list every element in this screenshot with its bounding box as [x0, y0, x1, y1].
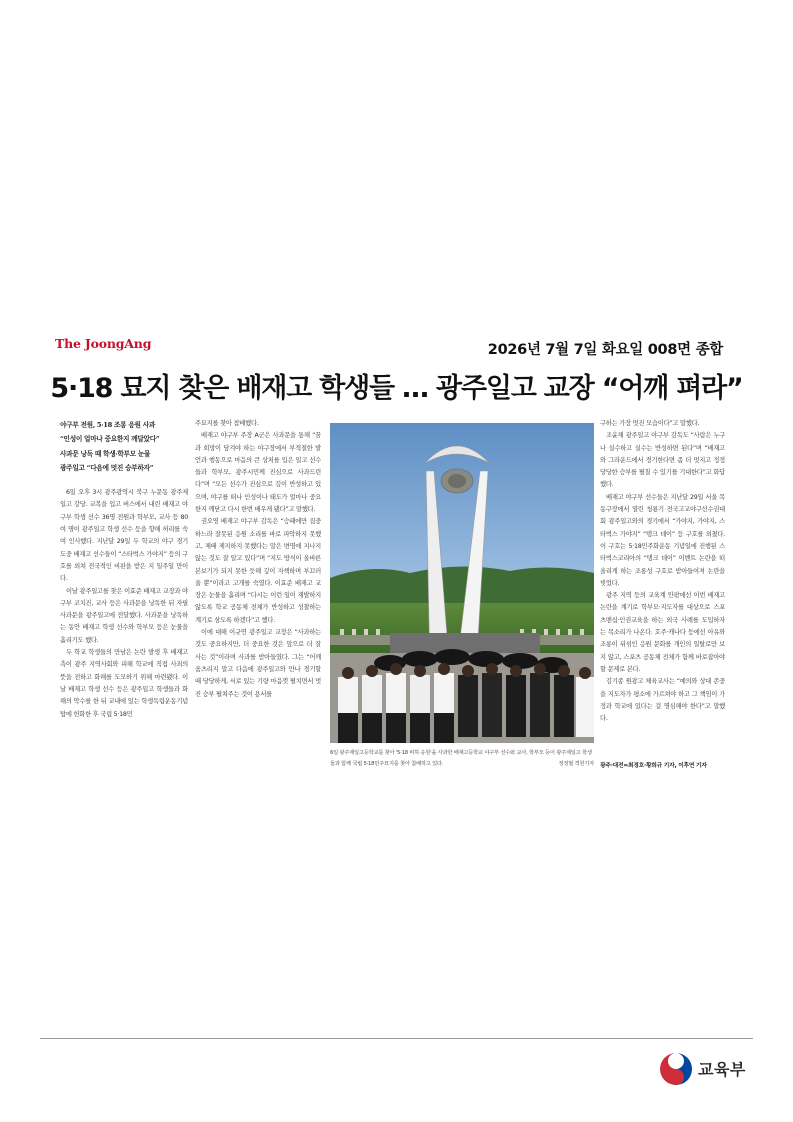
body-paragraph: 주묘지를 찾아 참배했다. [195, 420, 259, 427]
body-paragraph: 조윤채 광주일고 야구부 감독도 “사람은 누구나 실수하고 실수는 반성하면 된다”며 “배재고와 그라운드에서 경기한다면 좀 더 멋지고 정정당당한 승부를 펼칠 수 있기를 기대한다”고 화답했다. [600, 432, 725, 489]
ministry-of-education-logo [658, 1049, 758, 1089]
body-paragraph: 이날 광주일고를 찾은 이효준 배재고 교장과 야구부 코치진, 교사 등은 사과문을 낭독한 뒤 자필 사과문을 광주일고에 전달했다. 사과문을 낭독하는 동안 배재고 학생 선수와 학부모 등은 눈물을 흘리기도 했다. [60, 587, 188, 644]
article-column-1 [60, 418, 188, 808]
body-paragraph: 광주 지역 등의 교육계 안팎에선 이번 배재고 논란을 계기로 학부모·지도자를 대상으로 스포츠맨십·인권교육을 하는 외국 사례를 도입하자는 목소리가 나온다. 호주·캐나다 등에선 아유와 조롱이 뒤섞인 응원 문화를 개인의 일탈로만 보지 않고, 스포츠 공동체 전체가 함께 바로잡아야 할 문제로 본다. [600, 592, 725, 673]
caption-text: 6일 광주제일고등학교를 찾아 '5·18 비하 응원'을 사과한 배재고등학교 야구부 선수와 교사, 학부모 등이 광주제일고 학생들과 함께 국립 5·18민주묘지를 찾아 참배하고 있다. [330, 750, 592, 767]
article-column-3 [600, 418, 725, 758]
article-column-2 [195, 418, 321, 808]
subhead-line: “인성이 얼마나 중요한지 깨달았다” [60, 435, 160, 444]
subhead-line: 야구부 전원, 5·18 조롱 응원 사과 [60, 421, 156, 429]
news-photo [330, 423, 594, 743]
dateline: 2026년 7월 7일 화요일 008면 종합 [487, 342, 723, 358]
article-headline: 5·18 묘지 찾은 배재고 학생들 … 광주일고 교장 “어깨 펴라” [50, 373, 743, 404]
footer-divider [40, 1038, 753, 1039]
body-paragraph: 김기종 원광고 체육교사는 “예의와 상대 존중을 지도자가 평소에 가르쳐야 하고 그 책임이 가정과 학교에 있다는 걸 명심해야 한다”고 말했다. [600, 678, 725, 723]
photo-caption [330, 748, 594, 769]
body-paragraph: 두 학교 학생들의 만남은 논란 발생 후 배재고 측이 광주 지역사회와 피해 학교에 직접 사죄의 뜻을 전하고 화해를 도모하기 위해 마련됐다. 이날 배재고 학생 선수 등은 광주일고 학생들과 화해의 악수를 한 뒤 교내에 있는 학생독립운동기념탑에 헌화한 후 국립 5·18민 [60, 649, 188, 718]
body-paragraph: 배재고 야구부 선수들은 지난달 29일 서울 목동구장에서 열린 청룡기 전국고교야구선수권대회 광주일고와의 경기에서 “가야지, 가야지, 스타벅스 가야지” “탱크 데이” 등 구호를 외쳤다. 이 구호는 5·18민주화운동 기념일에 진행된 스타벅스코리아의 “탱크 데이” 이벤트 논란을 떠올리게 하는 조롱성 구호로 받아들여져 논란을 빚었다. [600, 493, 725, 587]
body-paragraph: 이에 대해 이규연 광주일고 교장은 “사과하는 것도 중요하지만, 더 중요한 것은 앞으로 더 잘 사는 것”이라며 사과를 받아들였다. 그는 “어깨 움츠리지 말고 다음에 광주일고와 만나 경기할 때 당당하게, 서로 있는 기량 마음껏 펼치면서 멋진 승부 펼쳐주는 것이 용서를 [195, 629, 321, 698]
body-paragraph: 배재고 야구부 주장 A군은 사과문을 통해 “꿈과 희망이 담겨야 하는 야구장에서 부적절한 발언과 행동으로 마음의 큰 상처를 입은 일고 선수들과 학부모, 광주시민께 진심으로 사과드린다”며 “모든 선수가 진심으로 깊이 반성하고 있으며, 야구를 떠나 인성이나 태도가 얼마나 중요한지 깨닫고 다시 한번 배우게 됐다”고 말했다. [195, 432, 321, 514]
body-paragraph: 권오영 배재고 야구부 감독은 “승패에만 집중하느라 잘못된 응원 소리를 바로 파악하지 못했고, 제때 제지하지 못했다는 말은 변명에 지나지 않는 것도 잘 알고 있다”며 “지도 방식이 올바른 본보기가 되지 못한 듯해 깊이 자책하며 부끄러울 뿐”이라고 고개를 숙였다. 이효준 배재고 교장은 눈물을 흘리며 “다시는 이런 일이 재발하지 않도록 학교 공동체 전체가 반성하고 성찰하는 계기로 삼도록 하겠다”고 했다. [195, 518, 321, 624]
ministry-name: 교육부 [698, 1060, 746, 1079]
memorial-photo-illustration [330, 423, 594, 743]
subhead-line: 사과문 낭독 때 학생·학부모 눈물 [60, 449, 151, 458]
article-subheads [60, 418, 188, 475]
article-byline: 광주·대전=최경호·황희규 기자, 이후연 기자 [600, 763, 707, 769]
taegeuk-icon [658, 1051, 694, 1087]
body-paragraph: 6일 오후 3시 광주광역시 북구 누문동 광주제일고 강당. 교복을 입고 버스에서 내린 배재고 야구부 학생 선수 36명 전원과 학부모, 교사 등 80여 명이 광주일고 학생 선수 등을 향해 허리를 숙여 인사했다. 지난달 29일 두 학교의 야구 경기 도중 배재고 선수들이 “스타벅스 가야지” 등의 구호를 외쳐 전국적인 비판을 받은 지 일주일 만이다. [60, 489, 188, 583]
newspaper-masthead: The JoongAng [55, 336, 152, 351]
body-paragraph: 구하는 가장 멋진 모습이다”고 말했다. [600, 420, 700, 427]
subhead-line: 광주일고 “다음에 멋진 승부하자” [60, 463, 154, 472]
photo-credit: 정정필 객원기자 [558, 760, 594, 767]
